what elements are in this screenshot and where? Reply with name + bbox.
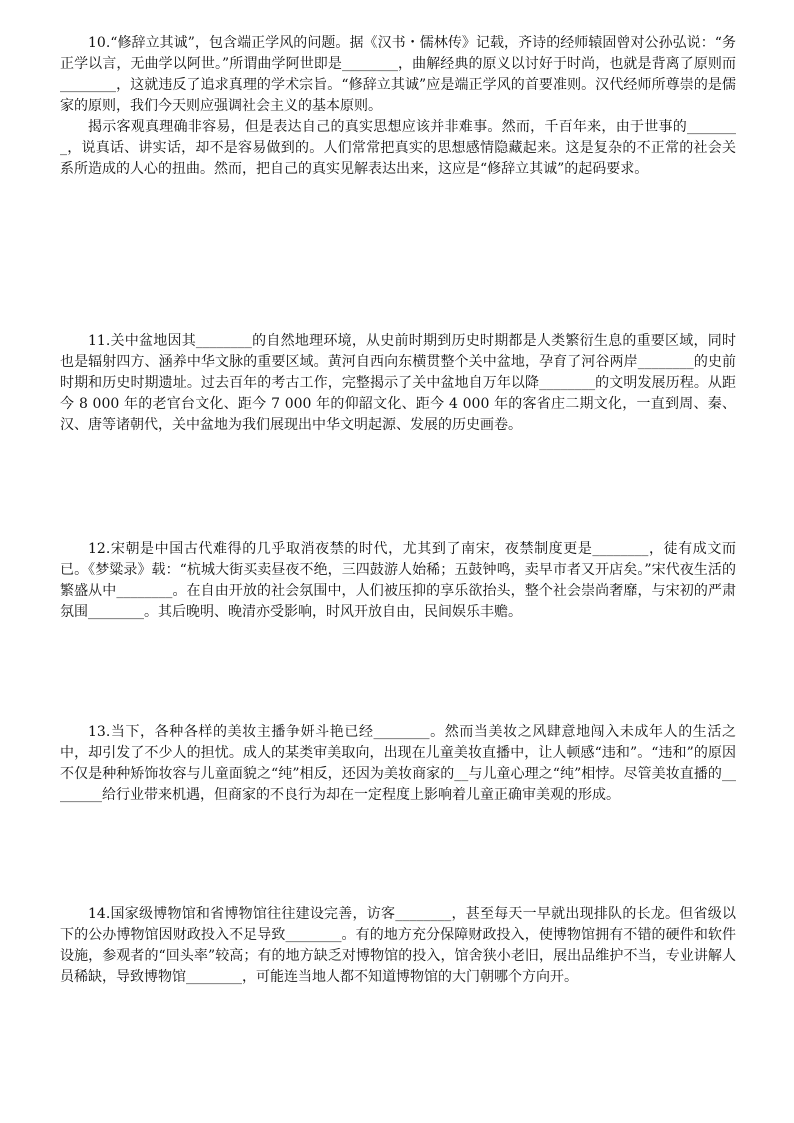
question-10 — [60, 33, 736, 180]
document-page — [60, 0, 736, 1123]
question-12-paragraph-1: 12.宋朝是中国古代难得的几乎取消夜禁的时代，尤其到了南宋，夜禁制度更是________，徒有成文而已。《梦粱录》载：“杭城大街买卖昼夜不绝，三四鼓游人始稀；五鼓钟鸣，卖早市者又开店矣。”宋代夜生活的繁盛从中________。在自由开放的社会氛围中，人们被压抑的享乐欲抬头，整个社会崇尚奢靡，与宋初的严肃氛围________。其后晚明、晚清亦受影响，时风开放自由，民间娱乐丰赡。 — [60, 541, 736, 620]
question-11-paragraph-1: 11.关中盆地因其________的自然地理环境，从史前时期到历史时期都是人类繁衍生息的重要区域，同时也是辐射四方、涵养中华文脉的重要区域。黄河自西向东横贯整个关中盆地，孕育了河谷两岸________的史前时期和历史时期遗址。过去百年的考古工作，完整揭示了关中盆地自万年以降________的文明发展历程。从距今 8 000 年的老官台文化、距今 7 000 年的仰韶文化、距今 4 000 年的客省庄二期文化，一直到周、秦、汉、唐等诸朝代，关中盆地为我们展现出中华文明起源、发展的历史画卷。 — [60, 333, 736, 433]
question-14 — [60, 904, 736, 988]
question-10-paragraph-1: 10.“修辞立其诚”，包含端正学风的问题。据《汉书・儒林传》记载，齐诗的经师辕固曾对公孙弘说：“务正学以言，无曲学以阿世。”所谓曲学阿世即是________，曲解经典的原义以讨好于时尚，也就是背离了原则而________，这就违反了追求真理的学术宗旨。“修辞立其诚”应是端正学风的首要准则。汉代经师所尊崇的是儒家的原则，我们今天则应强调社会主义的基本原则。 — [60, 35, 736, 114]
question-12 — [60, 539, 736, 623]
question-13 — [60, 722, 736, 806]
question-11 — [60, 331, 736, 436]
question-10-paragraph-2: 揭示客观真理确非容易，但是表达自己的真实思想应该并非难事。然而，千百年来，由于世事的________，说真话、讲实话，却不是容易做到的。人们常常把真实的思想感情隐藏起来。这是复杂的不正常的社会关系所造成的人心的扭曲。然而，把自己的真实见解表达出来，这应是“修辞立其诚”的起码要求。 — [60, 119, 736, 177]
question-14-paragraph-1: 14.国家级博物馆和省博物馆往往建设完善，访客________，甚至每天一早就出现排队的长龙。但省级以下的公办博物馆因财政投入不足导致________。有的地方充分保障财政投入，使博物馆拥有不错的硬件和软件设施，参观者的“回头率”较高；有的地方缺乏对博物馆的投入，馆舍狭小老旧，展出品维护不当，专业讲解人员稀缺，导致博物馆________，可能连当地人都不知道博物馆的大门朝哪个方向开。 — [60, 906, 736, 985]
question-13-paragraph-1: 13.当下，各种各样的美妆主播争妍斗艳已经________。然而当美妆之风肆意地闯入未成年人的生活之中，却引发了不少人的担忧。成人的某类审美取向，出现在儿童美妆直播中，让人顿感“违和”。“违和”的原因不仅是种种矫饰妆容与儿童面貌之“纯”相反，还因为美妆商家的__与儿童心理之“纯”相悖。尽管美妆直播的________给行业带来机遇，但商家的不良行为却在一定程度上影响着儿童正确审美观的形成。 — [60, 724, 736, 803]
